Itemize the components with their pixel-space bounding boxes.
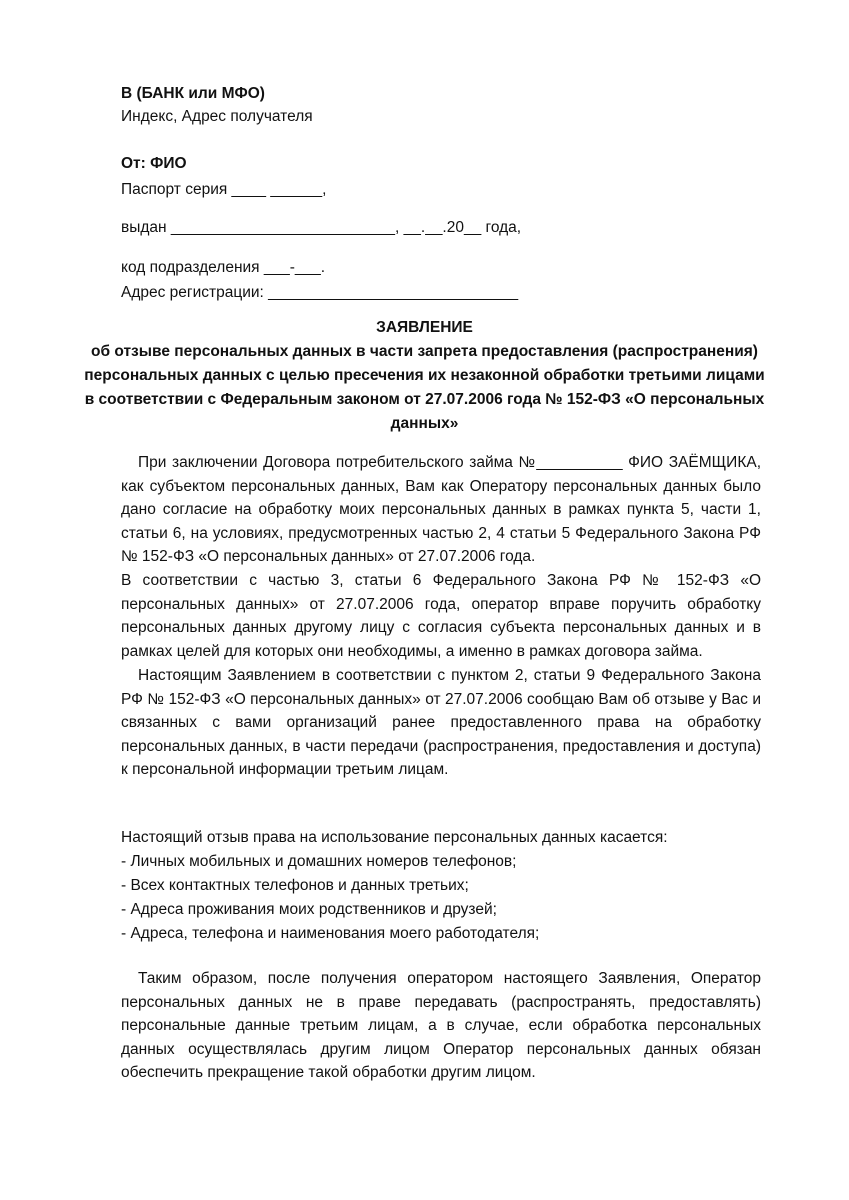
scope-item: - Адреса проживания моих родственников и друзей; (121, 901, 497, 918)
scope-intro: Настоящий отзыв права на использование персональных данных касается: (121, 829, 668, 846)
document-title-line-3: в соответствии с Федеральным законом от 27.07.2006 года № 152-ФЗ «О персональных (84, 391, 765, 408)
paragraph-conclusion: Таким образом, после получения оператором настоящего Заявления, Оператор персональных данных не в праве передавать (распространять, предоставлять) персональные данные третьим лицам, а в случае, если обработка персональных данных осуществлялась другим лицом Оператор персональных данных обязан обеспечить прекращение такой обработки другим лицом. (121, 970, 761, 1081)
document-title-line-2: персональных данных с целью пресечения их незаконной обработки третьими лицами (84, 367, 765, 384)
division-code: код подразделения ___-___. (121, 259, 326, 276)
scope-item: - Адреса, телефона и наименования моего работодателя; (121, 925, 540, 942)
document-title-line-4: данных» (390, 415, 459, 432)
scope-item: - Всех контактных телефонов и данных третьих; (121, 877, 469, 894)
document-title-line-1: об отзыве персональных данных в части запрета предоставления (распространения) (91, 343, 758, 360)
paragraph-operator-rights: В соответствии с частью 3, статьи 6 Федерального Закона РФ № 152-ФЗ «О персональных данных» от 27.07.2006 года, оператор вправе поручить обработку персональных данных другому лицу с согласия субъекта персональных данных и в рамках целей для которых они необходимы, а именно в рамках договора займа. (121, 572, 761, 660)
passport-series: Паспорт серия ____ ______, (121, 181, 327, 198)
paragraph-loan-agreement: При заключении Договора потребительского займа №__________ ФИО ЗАЁМЩИКА, как субъектом персональных данных, Вам как Оператору персональных данных было дано согласие на обработку моих персональных данных в рамках пункта 5, части 1, статьи 6, на условиях, предусмотренных частью 2, 4 статьи 5 Федерального Закона РФ № 152-ФЗ «О персональных данных» от 27.07.2006 года. (121, 454, 761, 565)
scope-item: - Личных мобильных и домашних номеров телефонов; (121, 853, 517, 870)
recipient-bank: В (БАНК или МФО) (121, 85, 265, 102)
registration-address: Адрес регистрации: _____________________________ (121, 284, 519, 301)
sender-name: От: ФИО (121, 155, 187, 172)
passport-issued: выдан __________________________, __.__.20__ года, (121, 219, 522, 236)
paragraph-withdrawal-notice: Настоящим Заявлением в соответствии с пунктом 2, статьи 9 Федерального Закона РФ № 152-ФЗ «О персональных данных» от 27.07.2006 сообщаю Вам об отзыве у Вас и связанных с вами организаций ранее предоставленного права на обработку персональных данных, в части передачи (распространения, предоставления и доступа) к персональной информации третьим лицам. (121, 667, 761, 778)
recipient-address: Индекс, Адрес получателя (121, 108, 313, 125)
document-heading: ЗАЯВЛЕНИЕ (376, 319, 473, 336)
